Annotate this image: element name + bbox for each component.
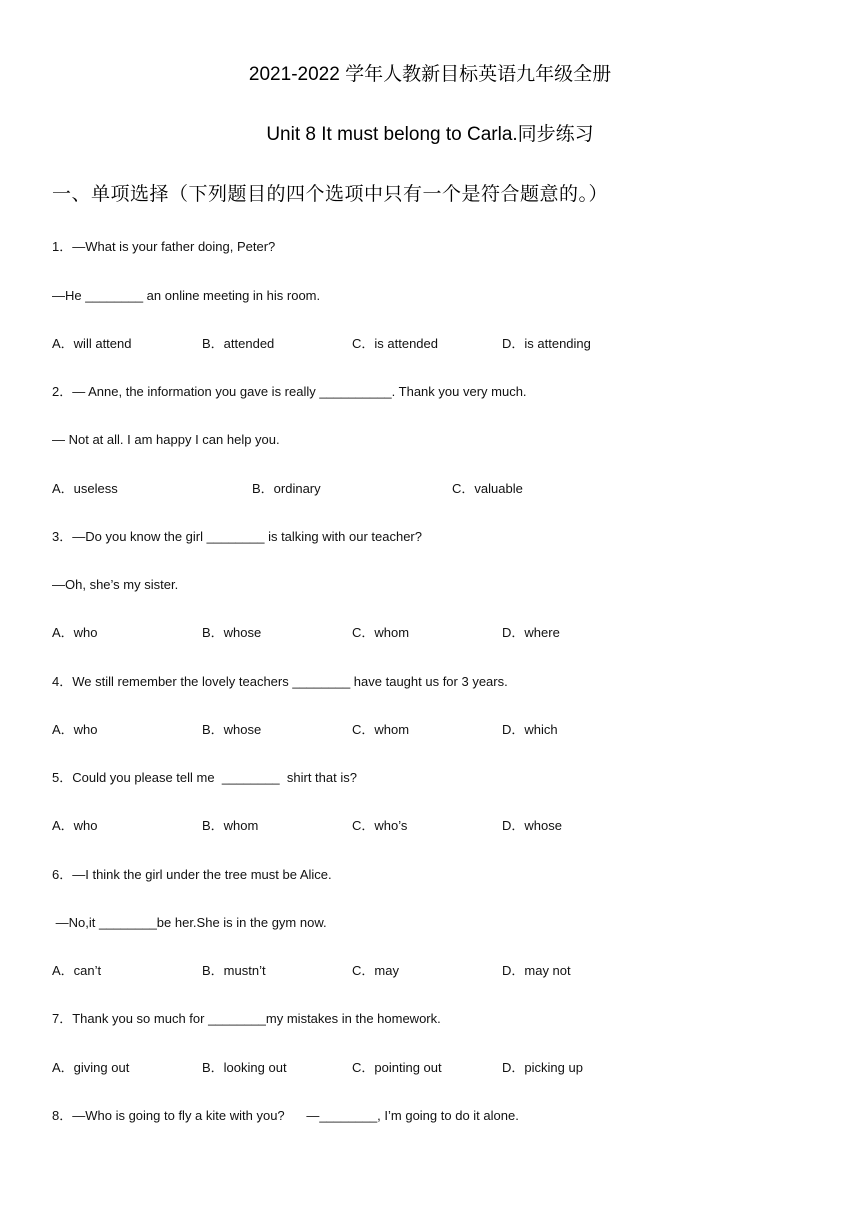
option-d[interactable]: D．whose [502, 818, 562, 833]
option-b[interactable]: B．mustn’t [202, 963, 266, 978]
option-a[interactable]: A．who [52, 818, 98, 833]
option-c[interactable]: C．whom [352, 722, 410, 737]
question-1-response: —He ________ an online meeting in his room. [52, 288, 321, 303]
question-7-stem: 7．Thank you so much for ________my mistakes in the homework. [52, 1011, 441, 1026]
question-5-options [52, 817, 812, 835]
question-3-response: —Oh, she’s my sister. [52, 577, 179, 592]
option-b[interactable]: B．ordinary [252, 481, 321, 496]
question-3-options [52, 624, 812, 642]
question-1-stem: 1．—What is your father doing, Peter? [52, 239, 276, 254]
question-6-stem: 6．—I think the girl under the tree must be Alice. [52, 867, 332, 882]
question-1-options [52, 335, 812, 353]
option-d[interactable]: D．where [502, 625, 560, 640]
question-2-options [52, 480, 812, 498]
option-a[interactable]: A．giving out [52, 1060, 130, 1075]
question-6-response: —No,it ________be her.She is in the gym now. [52, 915, 327, 930]
option-a[interactable]: A．useless [52, 481, 118, 496]
question-8-stem: 8．—Who is going to fly a kite with you? —________, I’m going to do it alone. [52, 1108, 519, 1123]
question-3-stem: 3．—Do you know the girl ________ is talking with our teacher? [52, 529, 422, 544]
option-c[interactable]: C．whom [352, 625, 410, 640]
option-b[interactable]: B．whose [202, 625, 262, 640]
option-c[interactable]: C．valuable [452, 481, 523, 496]
option-a[interactable]: A．who [52, 722, 98, 737]
option-c[interactable]: C．may [352, 963, 399, 978]
question-2-response: — Not at all. I am happy I can help you. [52, 432, 280, 447]
option-c[interactable]: C．is attended [352, 336, 438, 351]
section-heading: 一、单项选择（下列题目的四个选项中只有一个是符合题意的。） [52, 183, 609, 205]
option-b[interactable]: B．whose [202, 722, 262, 737]
option-d[interactable]: D．is attending [502, 336, 591, 351]
document-subtitle: Unit 8 It must belong to Carla.同步练习 [266, 124, 594, 145]
option-c[interactable]: C．pointing out [352, 1060, 442, 1075]
option-a[interactable]: A．will attend [52, 336, 132, 351]
question-4-stem: 4．We still remember the lovely teachers ________ have taught us for 3 years. [52, 674, 508, 689]
question-4-options [52, 721, 812, 739]
option-d[interactable]: D．which [502, 722, 558, 737]
question-7-options [52, 1059, 812, 1077]
question-6-options [52, 962, 812, 980]
option-d[interactable]: D．picking up [502, 1060, 583, 1075]
option-b[interactable]: B．whom [202, 818, 259, 833]
option-a[interactable]: A．can’t [52, 963, 102, 978]
option-b[interactable]: B．looking out [202, 1060, 287, 1075]
document-title: 2021-2022 学年人教新目标英语九年级全册 [248, 64, 612, 85]
option-a[interactable]: A．who [52, 625, 98, 640]
question-5-stem: 5．Could you please tell me ________ shirt that is? [52, 770, 357, 785]
question-2-stem: 2．— Anne, the information you gave is really __________. Thank you very much. [52, 384, 527, 399]
option-c[interactable]: C．who’s [352, 818, 408, 833]
option-b[interactable]: B．attended [202, 336, 275, 351]
option-d[interactable]: D．may not [502, 963, 571, 978]
